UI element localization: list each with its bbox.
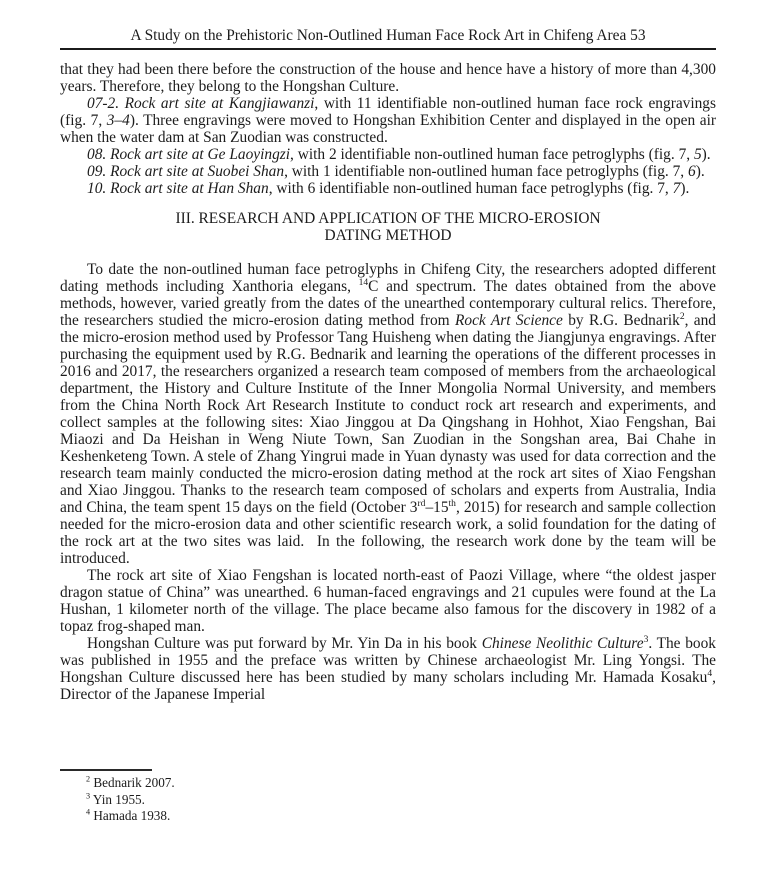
footnotes [60,769,716,825]
footnote: $^3$ Yin 1955. [86,791,145,807]
footnote: $^4$ Hamada 1938. [86,807,171,824]
paragraph: Hongshan Culture was put forward by Mr. Yin Da in his book Chinese Neolithic Culture$^3$. The book was published in 1955 and the preface was written by Chinese archaeologist Mr. Ling Yongsi. The Hongshan Culture discussed here has been studied by many scholars including Mr. Hamada Kosaku$^4$, Director of the Japanese Imperial [60,633,716,703]
paragraph: 08. Rock art site at Ge Laoyingzi, with 2 identifiable non-outlined human face petroglyphs (fig. 7, 5). [87,146,711,163]
footnote: $^2$ Bednarik 2007. [86,774,175,790]
page-number: 53 [630,27,646,44]
paragraph: The rock art site of Xiao Fengshan is located north-east of Paozi Village, where “the oldest jasper dragon statue of China” was unearthed. 6 human-faced engravings and 21 cupules were found at the La Hushan, 1 kilometer north of the village. The place became also famous for the discovery in 1982 of a topaz frog-shaped man. [60,567,716,635]
paragraph: 10. Rock art site at Han Shan, with 6 identifiable non-outlined human face petroglyphs (fig. 7, 7). [87,180,690,197]
text-block [60,27,716,703]
paragraph: that they had been there before the construction of the house and hence have a history of more than 4,300 years. Therefore, they belong to the Hongshan Culture. [60,61,716,95]
paragraph: 07-2. Rock art site at Kangjiawanzi, with 11 identifiable non-outlined human face rock engravings (fig. 7, 3–4). Three engravings were moved to Hongshan Exhibition Center and displayed in the open air when the water dam at San Zuodian was constructed. [60,95,716,146]
section-heading: III. RESEARCH AND APPLICATION OF THE MICRO-EROSION DATING METHOD [175,210,601,244]
body-text [60,61,716,703]
footnote-separator [60,769,152,771]
footnote-list [60,775,716,825]
paragraph: To date the non-outlined human face petroglyphs in Chifeng City, the researchers adopted different dating methods including Xanthoria elegans, $^{14}$C and spectrum. The dates obtained from the above methods, however, varied greatly from the dates of the unearthed contemporary cultural relics. Therefore, the researchers studied the micro-erosion dating method from Rock Art Science by R.G. Bednarik$^2$, and the micro-erosion method used by Professor Tang Huisheng when dating the Jiangjunya engravings. After purchasing the equipment used by R.G. Bednarik and learning the operations of the different processes in 2016 and 2017, the researchers organized a research team composed of members from the archaeological department, the History and Culture Institute of the Inner Mongolia Normal University, and members from the China North Rock Art Research Institute to conduct rock art research and experiments, and collect samples at the following sites: Xiao Jinggou at Da Qingshang in Hohhot, Xiao Fengshan, Bai Miaozi and Da Heishan in Weng Niute Town, San Zuodian in the Songshan area, Bai Chahe in Keshenketeng Town. A stele of Zhang Yingrui made in Yuan dynasty was used for data correction and the research team mainly conducted the micro-erosion dating method at the rock art sites of Xiao Fengshan and Xiao Jinggou. Thanks to the research team composed of scholars and experts from Australia, India and China, the team spent 15 days on the field (October 3rd–15th, 2015) for research and sample collection needed for the micro-erosion data and other scientific research work, a solid foundation for the dating of the rock art at the two sites was laid. In the following, the research work done by the team will be introduced. [60,261,717,567]
running-header [60,27,716,50]
paragraph: 09. Rock art site at Suobei Shan, with 1 identifiable non-outlined human face petroglyphs (fig. 7, 6). [87,163,705,180]
running-title: A Study on the Prehistoric Non-Outlined Human Face Rock Art in Chifeng Area [130,27,627,44]
